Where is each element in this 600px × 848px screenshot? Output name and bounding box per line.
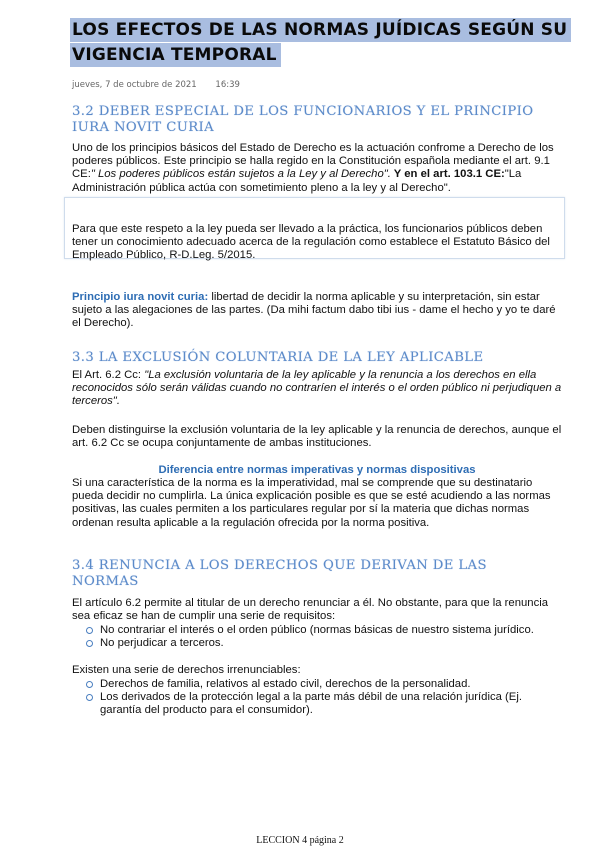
list-item-text: Derechos de familia, relativos al estado civil, derechos de la personalidad. (100, 678, 471, 690)
p1-text: Uno de los principios básicos del Estado de Derecho es la actuación confrome a Derecho de los poderes públicos. Este principio se halla regido en la Constitución española mediante el art. 9.1 CE: (72, 142, 554, 181)
section-3-3-paragraph-3: Si una característica de la norma es la imperatividad, mal se comprende que su destinatario pueda decidir no cumplirla. La única explicación posible es que se esté acudiendo a las normas positivas, las cuales permiten a los particulares regular por sí la materia que dichas normas ordenan resulta aplicable a la regulación ofrecida por la norma positiva. (72, 477, 551, 529)
page-title (70, 18, 571, 67)
irrenunciables-list (72, 678, 562, 718)
list-item-text: No contrariar el interés o el orden público (normas básicas de nuestro sistema jurídico. (100, 624, 534, 636)
bullet-circle-icon (86, 640, 93, 647)
iura-novit-curia-label: Principio iura novit curia: (72, 291, 209, 303)
bullet-circle-icon (86, 694, 93, 701)
section-3-3-subheading: Diferencia entre normas imperativas y normas dispositivas (158, 464, 476, 476)
section-3-4-heading-line-1: 3.4 RENUNCIA A LOS DERECHOS QUE DERIVAN DE LAS (72, 558, 487, 573)
section-3-2-paragraph-3 (72, 291, 562, 331)
section-3-2-paragraph-1 (72, 142, 562, 195)
art-ref: El Art. 6.2 Cc: (72, 369, 145, 381)
page-title-line-1: LOS EFECTOS DE LAS NORMAS JUÍDICAS SEGÚN SU (70, 18, 571, 42)
p1-quote: " Los poderes públicos están sujetos a la Ley y al Derecho". (90, 168, 391, 181)
page-footer: LECCION 4 página 2 (256, 835, 344, 846)
page-title-line-2: VIGENCIA TEMPORAL (70, 43, 281, 67)
section-3-2-paragraph-2: Para que este respeto a la ley pueda ser llevado a la práctica, los funcionarios públicos deben tener un conocimiento adecuado acerca de la regulación como establece el Estatuto Básico del Empleado Público, R-D.Leg. 5/2015. (72, 223, 550, 262)
page-meta (72, 80, 256, 90)
section-3-2-heading (72, 104, 562, 136)
section-3-4-paragraph-2: Existen una serie de derechos irrenunciables: (72, 664, 301, 676)
section-3-3-paragraph-1 (72, 369, 562, 409)
bullet-circle-icon (86, 681, 93, 688)
iura-novit-curia-text: libertad de decidir la norma aplicable y su interpretación, sin estar sujeto a las alegaciones de las partes. (Da mihi factum dabo tibi ius - dame el hecho y yo te daré el Derecho). (72, 291, 556, 330)
section-3-3-heading: 3.3 LA EXCLUSIÓN COLUNTARIA DE LA LEY APLICABLE (72, 350, 484, 365)
list-item-text: No perjudicar a terceros. (100, 637, 224, 650)
list-item-text: Los derivados de la protección legal a la parte más débil de una relación jurídica (Ej. garantía del producto para el consumidor). (100, 691, 522, 717)
section-3-4-heading-line-2: NORMAS (72, 574, 139, 589)
section-3-2-heading-line-1: 3.2 DEBER ESPECIAL DE LOS FUNCIONARIOS Y EL PRINCIPIO (72, 104, 534, 119)
list-item (72, 637, 562, 650)
bullet-circle-icon (86, 627, 93, 634)
list-item (72, 691, 562, 717)
section-3-4-heading (72, 558, 562, 590)
meta-date: jueves, 7 de octubre de 2021 (72, 80, 197, 90)
section-3-4-paragraph-1: El artículo 6.2 permite al titular de un derecho renunciar a él. No obstante, para que la renuncia sea eficaz se han de cumplir una serie de requisitos: (72, 597, 549, 623)
meta-time: 16:39 (215, 80, 240, 90)
list-item (72, 678, 562, 691)
requirements-list (72, 624, 562, 650)
p1-quote-2: "La Administración pública actúa con sometimiento pleno a la ley y al Derecho". (72, 168, 522, 194)
section-3-2-heading-line-2: IURA NOVIT CURIA (72, 120, 215, 135)
list-item (72, 624, 562, 637)
art-quote: "La exclusión voluntaria de la ley aplicable y la renuncia a los derechos en ella reconocidos sólo serán válidas cuando no contraríen el interés o el orden público ni perjudiquen a terceros". (72, 369, 562, 408)
p1-bold-ref: Y en el art. 103.1 CE: (390, 168, 505, 181)
section-3-3-paragraph-2: Deben distinguirse la exclusión voluntaria de la ley aplicable y la renuncia de derechos, aunque el art. 6.2 Cc se ocupa conjuntamente de ambas instituciones. (72, 424, 562, 450)
